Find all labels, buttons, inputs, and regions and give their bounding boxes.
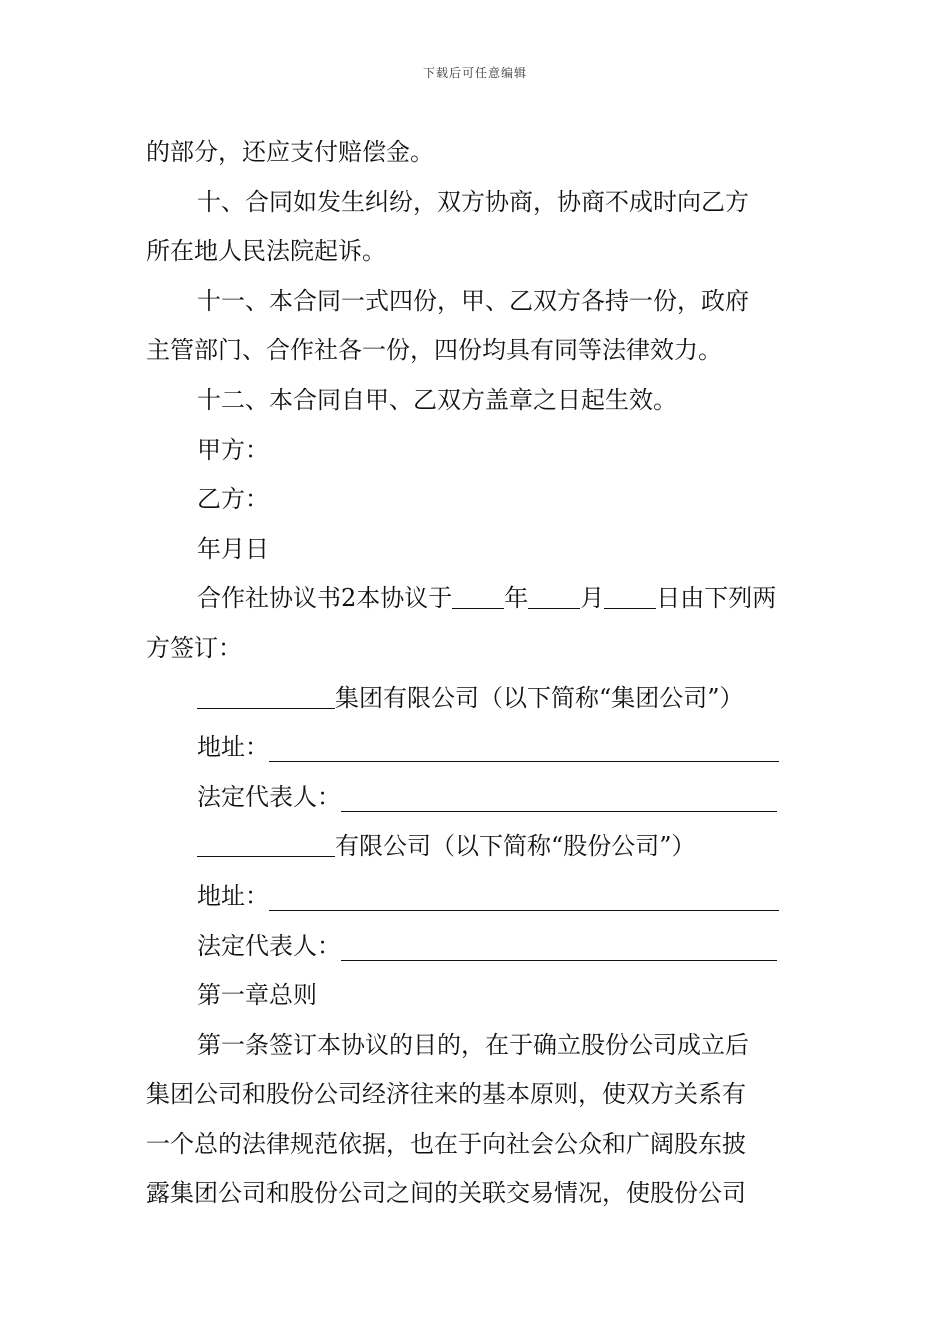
legal-rep-label-1: 法定代表人： — [197, 782, 341, 811]
article-1-line-4: 露集团公司和股份公司之间的关联交易情况，使股份公司 — [146, 1179, 746, 1208]
page-header: 下载后可任意编辑 — [422, 66, 527, 80]
address-label-2: 地址： — [197, 881, 269, 910]
day-suffix: 日由下列两 — [656, 584, 777, 613]
legal-rep-blank-1 — [341, 773, 777, 812]
clause-11-line-2: 主管部门、合作社各一份，四份均具有同等法律效力。 — [146, 336, 722, 365]
address-line-2 — [146, 872, 810, 922]
party-a-label: 甲方： — [197, 435, 269, 464]
clause-12: 十二、本合同自甲、乙双方盖章之日起生效。 — [197, 385, 677, 414]
group-company-line — [146, 674, 810, 724]
share-company-blank — [197, 822, 335, 857]
clause-10-line-2: 所在地人民法院起诉。 — [146, 237, 386, 266]
month-label: 月 — [580, 584, 605, 613]
address-label-1: 地址： — [197, 733, 269, 762]
article-1-line-1: 第一条签订本协议的目的，在于确立股份公司成立后 — [197, 1030, 749, 1059]
share-company-line — [146, 822, 810, 872]
legal-rep-line-1 — [146, 773, 810, 823]
legal-rep-blank-2 — [341, 922, 777, 961]
month-blank — [528, 574, 580, 609]
document-body — [146, 128, 810, 1219]
paragraph-compensation: 的部分，还应支付赔偿金。 — [146, 138, 434, 166]
group-company-label: 集团有限公司（以下简称“集团公司”） — [335, 683, 744, 712]
party-b-label: 乙方： — [197, 485, 269, 514]
year-blank — [452, 574, 504, 609]
legal-rep-line-2 — [146, 922, 810, 972]
address-blank-2 — [269, 872, 779, 911]
agreement-line-2: 方签订： — [146, 633, 242, 662]
share-company-label: 有限公司（以下简称“股份公司”） — [335, 832, 696, 861]
agreement-date-line — [146, 574, 810, 624]
date-label: 年月日 — [197, 534, 269, 563]
chapter-title: 第一章总则 — [197, 981, 317, 1010]
agreement-prefix: 合作社协议书2本协议于 — [197, 584, 453, 613]
group-company-blank — [197, 674, 335, 709]
clause-11-line-1: 十一、本合同一式四份，甲、乙双方各持一份，政府 — [197, 286, 749, 315]
legal-rep-label-2: 法定代表人： — [197, 931, 341, 960]
address-blank-1 — [269, 723, 779, 762]
address-line-1 — [146, 723, 810, 773]
article-1-line-2: 集团公司和股份公司经济往来的基本原则，使双方关系有 — [146, 1080, 746, 1109]
year-label: 年 — [504, 584, 529, 613]
clause-10-line-1: 十、合同如发生纠纷，双方协商，协商不成时向乙方 — [197, 187, 749, 216]
article-1-line-3: 一个总的法律规范依据，也在于向社会公众和广阔股东披 — [146, 1129, 746, 1158]
day-blank — [604, 574, 656, 609]
